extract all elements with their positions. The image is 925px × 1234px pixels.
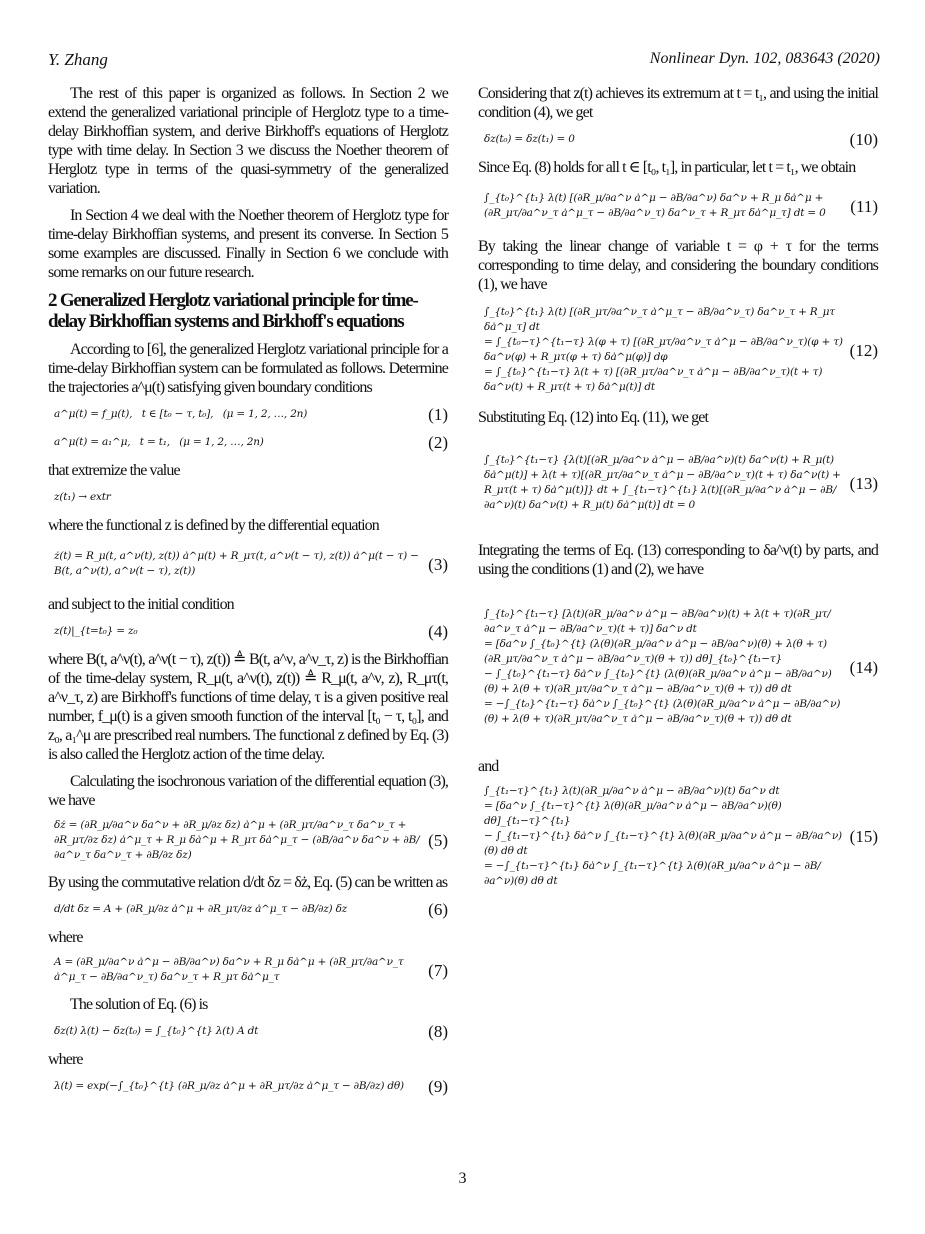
- paragraph: By taking the linear change of variable t = φ + τ for the terms corresponding to time delay, and considering the boundary conditions (1), we have: [478, 238, 878, 293]
- left-column: [48, 84, 448, 1105]
- equation-10: δz(t₀) = δz(t₁) = 0 (10): [484, 129, 878, 149]
- equation-2: a^μ(t) = a₁^μ, t = t₁, (μ = 1, 2, …, 2n) (2): [54, 432, 448, 452]
- equation-11: ∫_{t₀}^{t₁} λ(t) [(∂R_μ/∂a^ν ȧ^μ − ∂B/∂a^ν) δa^ν + R_μ δȧ^μ + (∂R_μτ/∂a^ν_τ ȧ^μ_τ − ∂B/∂a^ν_τ) δa^ν_τ + R_μτ δȧ^μ_τ] dt = 0 (11): [484, 192, 878, 219]
- equation-extremum: z(t₁) → extr: [54, 490, 111, 503]
- section-heading: 2 Generalized Herglotz variational principle for time-delay Birkhoffian systems and Birkhoff's equations: [48, 290, 418, 332]
- paragraph: The rest of this paper is organized as follows. In Section 2 we extend the generalized variational principle of Herglotz type to a time-delay Birkhoffian system, and derive Birkhoff's equations of Herglotz type with time delay. In Section 3 we discuss the Noether theorem of Herglotz type in terms of the quasi-symmetry of the generalized variation.: [48, 85, 448, 197]
- equation-4: z(t)|_{t=t₀} = z₀ (4): [54, 621, 448, 641]
- equation-1: a^μ(t) = f_μ(t), t ∈ [t₀ − τ, t₀], (μ = 1, 2, …, 2n) (1): [54, 404, 448, 424]
- paragraph: that extremize the value: [48, 462, 180, 479]
- running-head-author: Y. Zhang: [48, 50, 108, 69]
- paragraph: where: [48, 929, 83, 946]
- paragraph: Considering that z(t) achieves its extremum at t = t₁, and using the initial condition (4), we get: [478, 85, 878, 121]
- equation-9: λ(t) = exp(−∫_{t₀}^{t} (∂R_μ/∂z ȧ^μ + ∂R_μτ/∂z ȧ^μ_τ − ∂B/∂z) dθ) (9): [54, 1076, 448, 1096]
- equation-6: d/dt δz = A + (∂R_μ/∂z ȧ^μ + ∂R_μτ/∂z ȧ^μ_τ − ∂B/∂z) δz (6): [54, 899, 448, 919]
- paragraph: In Section 4 we deal with the Noether theorem of Herglotz type for time-delay Birkhoffian systems, and present its converse. In Section 5 some examples are discussed. Finally in Section 6 we conclude with some remarks on our future research.: [48, 207, 448, 281]
- equation-12: ∫_{t₀}^{t₁} λ(t) [(∂R_μτ/∂a^ν_τ ȧ^μ_τ − ∂B/∂a^ν_τ) δa^ν_τ + R_μτ δȧ^μ_τ] dt = ∫_{t₀−τ}^{t₁−τ} λ(φ + τ) [(∂R_μτ/∂a^ν_τ ȧ^μ − ∂B/∂a^ν_τ)(φ + τ) δa^ν(φ) + R_μτ(φ + τ) δȧ^μ(φ)] dφ = ∫_{t₀}^{t₁−τ} λ(t + τ) [(∂R_μτ/∂a^ν_τ ȧ^μ − ∂B/∂a^ν_τ)(t + τ) δa^ν(t) + R_μτ(t + τ) δȧ^μ(t)] dt (12): [484, 306, 878, 393]
- paragraph: According to [6], the generalized Herglotz variational principle for a time-delay Birkhoffian system can be formulated as follows. Determine the trajectories a^μ(t) satisfying given boundary conditions: [48, 341, 448, 396]
- running-head-journal: Nonlinear Dyn. 102, 083643 (2020): [649, 50, 880, 67]
- paragraph: Calculating the isochronous variation of the differential equation (3), we have: [48, 773, 448, 809]
- right-column: [478, 84, 878, 899]
- paragraph: Since Eq. (8) holds for all t ∈ [t₀, t₁], in particular, let t = t₁, we obtain: [478, 159, 856, 176]
- paragraph: where the functional z is defined by the differential equation: [48, 517, 379, 534]
- equation-13: ∫_{t₀}^{t₁−τ} {λ(t)[(∂R_μ/∂a^ν ȧ^μ − ∂B/∂a^ν)(t) δa^ν(t) + R_μ(t) δȧ^μ(t)] + λ(t + τ)[(∂R_μτ/∂a^ν_τ ȧ^μ − ∂B/∂a^ν_τ)(t + τ) δa^ν(t) + R_μτ(t + τ) δȧ^μ(t)]} dt + ∫_{t₁−τ}^{t₁} λ(t)[(∂R_μ/∂a^ν ȧ^μ − ∂B/∂a^ν)(t) δa^ν(t) + R_μ(t) δȧ^μ(t)] dt = 0 (13): [484, 454, 878, 511]
- paragraph: Integrating the terms of Eq. (13) corresponding to δa^ν(t) by parts, and using the conditions (1) and (2), we have: [478, 542, 878, 578]
- equation-8: δz(t) λ(t) − δz(t₀) = ∫_{t₀}^{t} λ(t) A dt (8): [54, 1021, 448, 1041]
- page-number: 3: [458, 1170, 467, 1187]
- paragraph: The solution of Eq. (6) is: [70, 996, 208, 1013]
- equation-5: δż = (∂R_μ/∂a^ν δa^ν + ∂R_μ/∂z δz) ȧ^μ + (∂R_μτ/∂a^ν_τ δa^ν_τ + ∂R_μτ/∂z δz) ȧ^μ_τ + R_μ δȧ^μ + R_μτ δȧ^μ_τ − (∂B/∂a^ν δa^ν + ∂B/∂a^ν_τ δa^ν_τ + ∂B/∂z δz) (5): [54, 819, 448, 861]
- equation-14: ∫_{t₀}^{t₁−τ} [λ(t)(∂R_μ/∂a^ν ȧ^μ − ∂B/∂a^ν)(t) + λ(t + τ)(∂R_μτ/∂a^ν_τ ȧ^μ − ∂B/∂a^ν_τ)(t + τ)] δa^ν dt = [δa^ν ∫_{t₀}^{t} (λ(θ)(∂R_μ/∂a^ν ȧ^μ − ∂B/∂a^ν)(θ) + λ(θ + τ)(∂R_μτ/∂a^ν_τ ȧ^μ − ∂B/∂a^ν_τ)(θ + τ)) dθ]_{t₀}^{t₁−τ} − ∫_{t₀}^{t₁−τ} δȧ^ν ∫_{t₀}^{t} (λ(θ)(∂R_μ/∂a^ν ȧ^μ − ∂B/∂a^ν)(θ) + λ(θ + τ)(∂R_μτ/∂a^ν_τ ȧ^μ − ∂B/∂a^ν_τ)(θ + τ)) dθ dt = −∫_{t₀}^{t₁−τ} δȧ^ν ∫_{t₀}^{t} (λ(θ)(∂R_μ/∂a^ν ȧ^μ − ∂B/∂a^ν)(θ) + λ(θ + τ)(∂R_μτ/∂a^ν_τ ȧ^μ − ∂B/∂a^ν_τ)(θ + τ)) dθ dt (14): [484, 608, 878, 725]
- paragraph: where: [48, 1051, 83, 1068]
- equation-7: A = (∂R_μ/∂a^ν ȧ^μ − ∂B/∂a^ν) δa^ν + R_μ δȧ^μ + (∂R_μτ/∂a^ν_τ ȧ^μ_τ − ∂B/∂a^ν_τ) δa^ν_τ + R_μτ δȧ^μ_τ (7): [54, 956, 448, 983]
- paragraph: and: [478, 758, 499, 775]
- equation-3: ż(t) = R_μ(t, a^ν(t), z(t)) ȧ^μ(t) + R_μτ(t, a^ν(t − τ), z(t)) ȧ^μ(t − τ) − B(t, a^ν(t), a^ν(t − τ), z(t)) (3): [54, 550, 448, 577]
- paragraph: and subject to the initial condition: [48, 596, 234, 613]
- equation-15: ∫_{t₁−τ}^{t₁} λ(t)(∂R_μ/∂a^ν ȧ^μ − ∂B/∂a^ν)(t) δa^ν dt = [δa^ν ∫_{t₁−τ}^{t} λ(θ)(∂R_μ/∂a^ν ȧ^μ − ∂B/∂a^ν)(θ) dθ]_{t₁−τ}^{t₁} − ∫_{t₁−τ}^{t₁} δȧ^ν ∫_{t₁−τ}^{t} λ(θ)(∂R_μ/∂a^ν ȧ^μ − ∂B/∂a^ν)(θ) dθ dt = −∫_{t₁−τ}^{t₁} δȧ^ν ∫_{t₁−τ}^{t} λ(θ)(∂R_μ/∂a^ν ȧ^μ − ∂B/∂a^ν)(θ) dθ dt (15): [484, 785, 878, 887]
- paragraph: where B(t, a^ν(t), a^ν(t − τ), z(t)) ≜ B(t, a^ν, a^ν_τ, z) is the Birkhoffian of the time-delay system, R_μ(t, a^ν(t), z(t)) ≜ R_μ(t, a^ν, z), R_μτ(t, a^ν_τ, z) are Birkhoff's functions of time delay, τ is a given positive real number, f_μ(t) is a given smooth function of the interval [t₀ − τ, t₀], and z₀, a₁^μ are prescribed real numbers. The functional z defined by Eq. (3) is also called the Herglotz action of the time delay.: [48, 651, 448, 763]
- paragraph: Substituting Eq. (12) into Eq. (11), we get: [478, 409, 709, 426]
- paragraph: By using the commutative relation d/dt δz = δż, Eq. (5) can be written as: [48, 874, 448, 891]
